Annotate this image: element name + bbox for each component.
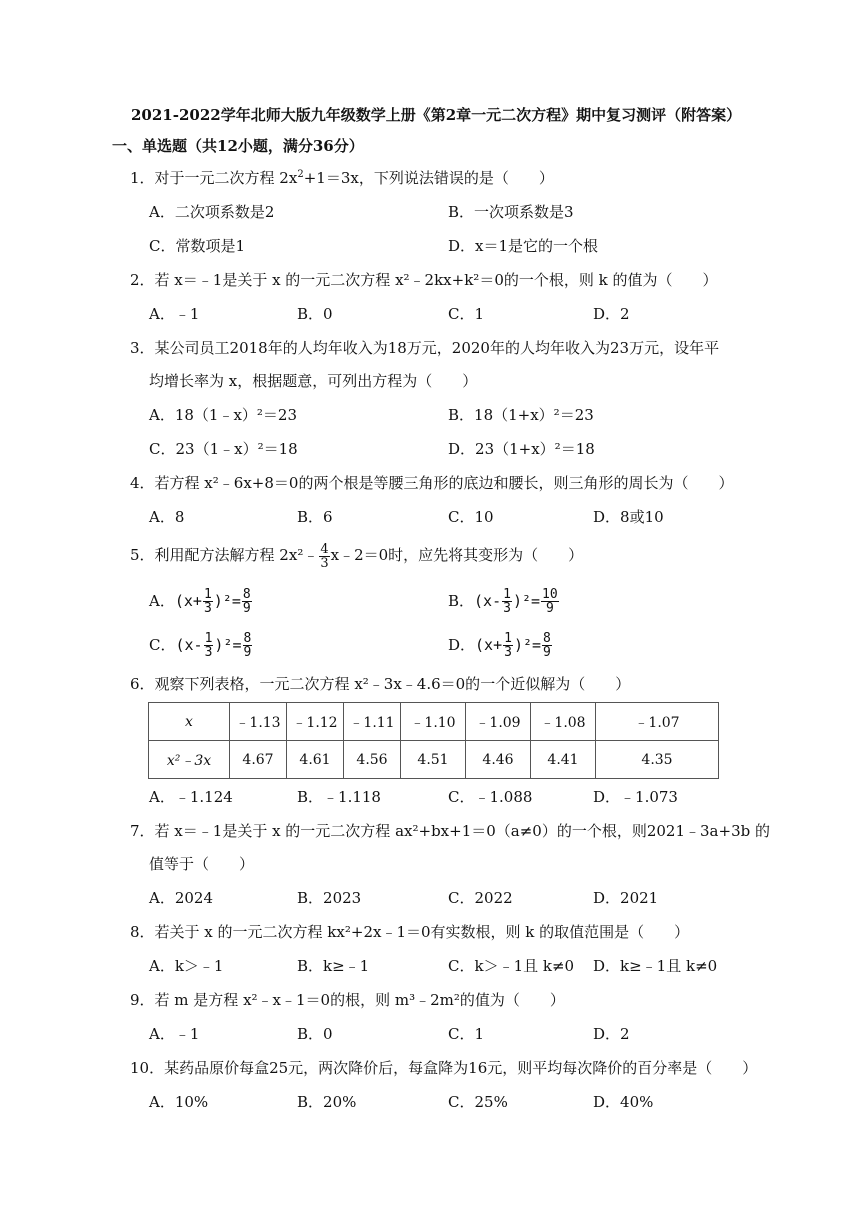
q5-option-c: C．(x- $\frac{1}{3}$ )²= $\frac{8}{9}$ xyxy=(149,631,252,660)
q3-option-b: B．18（1+x）²＝23 xyxy=(448,406,594,424)
table-cell: x²﹣3x xyxy=(149,741,230,779)
q4-option-d: D．8或10 xyxy=(593,508,664,526)
q1-option-b: B．一次项系数是3 xyxy=(448,203,574,221)
q7-option-d: D．2021 xyxy=(593,889,659,907)
table-cell: ﹣1.07 xyxy=(596,703,719,741)
table-cell: 4.67 xyxy=(230,741,287,779)
q2-option-a: A．﹣1 xyxy=(149,305,200,323)
q2-option-d: D．2 xyxy=(593,305,630,323)
table-row xyxy=(149,703,719,741)
question-4-stem: 4．若方程 x²﹣6x+8＝0的两个根是等腰三角形的底边和腰长，则三角形的周长为（ ） xyxy=(130,474,734,492)
q4-option-a: A．8 xyxy=(149,508,185,526)
q10-option-c: C．25% xyxy=(448,1093,508,1111)
q7-option-a: A．2024 xyxy=(149,889,214,907)
q3-option-c: C．23（1﹣x）²＝18 xyxy=(149,440,298,458)
table-cell: ﹣1.09 xyxy=(466,703,531,741)
q7-option-b: B．2023 xyxy=(297,889,362,907)
q1-option-a: A．二次项系数是2 xyxy=(149,203,275,221)
q5-option-b: B．(x- $\frac{1}{3}$ )²= $\frac{10}{9}$ xyxy=(448,587,558,616)
q8-option-c: C．k＞﹣1且 k≠0 xyxy=(448,957,575,975)
q6-option-a: A．﹣1.124 xyxy=(149,788,233,806)
question-2-stem: 2．若 x＝﹣1是关于 x 的一元二次方程 x²﹣2kx+k²＝0的一个根，则 k 的值为（ ） xyxy=(130,271,718,289)
table-cell: ﹣1.13 xyxy=(230,703,287,741)
q5-stem-fraction: $\frac{4}{3}$ xyxy=(320,541,329,571)
table-cell: 4.46 xyxy=(466,741,531,779)
q4-option-b: B．6 xyxy=(297,508,333,526)
table-cell: ﹣1.10 xyxy=(401,703,466,741)
table-cell: 4.56 xyxy=(344,741,401,779)
q6-option-c: C．﹣1.088 xyxy=(448,788,533,806)
q4-option-c: C．10 xyxy=(448,508,494,526)
question-7-stem-line1: 7．若 x＝﹣1是关于 x 的一元二次方程 ax²+bx+1＝0（a≠0）的一个根，则2021﹣3a+3b 的 xyxy=(130,822,770,840)
q8-option-a: A．k＞﹣1 xyxy=(149,957,224,975)
table-cell: 4.35 xyxy=(596,741,719,779)
table-cell: ﹣1.08 xyxy=(531,703,596,741)
q3-option-d: D．23（1+x）²＝18 xyxy=(448,440,595,458)
q9-option-d: D．2 xyxy=(593,1025,630,1043)
q6-option-b: B．﹣1.118 xyxy=(297,788,381,806)
document-title: 2021-2022学年北师大版九年级数学上册《第2章一元二次方程》期中复习测评（附答案） xyxy=(131,106,742,124)
q9-option-a: A．﹣1 xyxy=(149,1025,200,1043)
question-1-stem: 1．对于一元二次方程 $2x^2+1=3x$，下列说法错误的是（ ） xyxy=(130,169,554,187)
table-row xyxy=(149,741,719,779)
q10-option-b: B．20% xyxy=(297,1093,357,1111)
q6-value-table xyxy=(148,702,719,779)
table-cell: 4.41 xyxy=(531,741,596,779)
table-cell: ﹣1.11 xyxy=(344,703,401,741)
q7-option-c: C．2022 xyxy=(448,889,513,907)
q10-option-d: D．40% xyxy=(593,1093,654,1111)
question-5-stem: 5．利用配方法解方程 2x²﹣ $\frac{4}{3}$ x﹣2＝0时，应先将其变形为（ ） xyxy=(130,541,584,571)
q3-option-a: A．18（1﹣x）²＝23 xyxy=(149,406,298,424)
q5-option-a: A．(x+ $\frac{1}{3}$ )²= $\frac{8}{9}$ xyxy=(149,587,251,616)
question-7-stem-line2: 值等于（ ） xyxy=(149,855,255,873)
question-9-stem: 9．若 m 是方程 x²﹣x﹣1＝0的根，则 m³﹣2m²的值为（ ） xyxy=(130,991,565,1009)
question-8-stem: 8．若关于 x 的一元二次方程 kx²+2x﹣1＝0有实数根，则 k 的取值范围是（ ） xyxy=(130,923,690,941)
section-heading: 一、单选题（共12小题，满分36分） xyxy=(112,137,364,155)
q5-option-d: D．(x+ $\frac{1}{3}$ )²= $\frac{8}{9}$ xyxy=(448,631,551,660)
q6-option-d: D．﹣1.073 xyxy=(593,788,678,806)
q1-option-d: D．x＝1是它的一个根 xyxy=(448,237,599,255)
question-3-stem-line2: 均增长率为 x，根据题意，可列出方程为（ ） xyxy=(149,372,478,390)
question-6-stem: 6．观察下列表格，一元二次方程 x²﹣3x﹣4.6＝0的一个近似解为（ ） xyxy=(130,675,631,693)
q2-option-b: B．0 xyxy=(297,305,333,323)
table-cell: x xyxy=(149,703,230,741)
q8-option-d: D．k≥﹣1且 k≠0 xyxy=(593,957,718,975)
table-cell: ﹣1.12 xyxy=(287,703,344,741)
table-cell: 4.61 xyxy=(287,741,344,779)
question-10-stem: 10．某药品原价每盒25元，两次降价后，每盒降为16元，则平均每次降价的百分率是（ ） xyxy=(130,1059,758,1077)
table-cell: 4.51 xyxy=(401,741,466,779)
q2-option-c: C．1 xyxy=(448,305,485,323)
question-3-stem-line1: 3．某公司员工2018年的人均年收入为18万元，2020年的人均年收入为23万元，设年平 xyxy=(130,339,720,357)
q9-option-c: C．1 xyxy=(448,1025,485,1043)
q1-option-c: C．常数项是1 xyxy=(149,237,246,255)
q9-option-b: B．0 xyxy=(297,1025,333,1043)
q8-option-b: B．k≥﹣1 xyxy=(297,957,370,975)
q10-option-a: A．10% xyxy=(149,1093,209,1111)
